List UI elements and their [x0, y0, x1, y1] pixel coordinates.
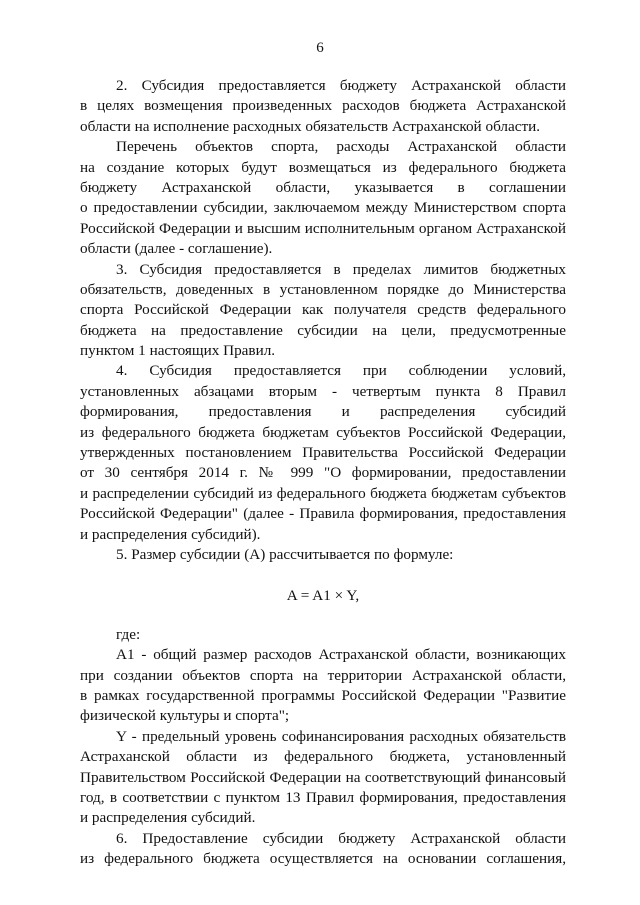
text-line: 6. Предоставление субсидии бюджету Астраханской области: [116, 829, 566, 847]
text-line: на создание которых будут возмещаться из федерального бюджета: [80, 158, 566, 176]
text-line: где:: [116, 625, 141, 643]
text-line: в рамках государственной программы Российской Федерации "Развитие: [80, 686, 566, 704]
text-line: Астраханской области из федерального бюджета, установленный: [80, 748, 566, 766]
text-line: и распределения субсидий).: [80, 525, 261, 543]
text-line: год, в соответствии с пунктом 13 Правил формирования, предоставления: [80, 788, 566, 806]
text-line: при создании объектов спорта на территории Астраханской области,: [80, 666, 566, 684]
text-line: пунктом 1 настоящих Правил.: [80, 342, 276, 360]
text-line: бюджету Астраханской области, указывается в соглашении: [80, 178, 566, 196]
text-line: 3. Субсидия предоставляется в пределах лимитов бюджетных: [116, 260, 566, 278]
text-line: Перечень объектов спорта, расходы Астраханской области: [116, 138, 566, 156]
text-line: 2. Субсидия предоставляется бюджету Астраханской области: [116, 77, 566, 94]
text-line: 4. Субсидия предоставляется при соблюдении условий,: [116, 362, 566, 380]
text-line: спорта Российской Федерации как получателя средств федерального: [80, 301, 566, 319]
page-number: 6: [316, 40, 324, 56]
text-line: Российской Федерации и высшим исполнительным органом Астраханской: [80, 219, 566, 237]
text-line: утвержденных постановлением Правительства Российской Федерации: [80, 444, 566, 462]
text-line: о предоставлении субсидии, заключаемом между Министерством спорта: [80, 199, 566, 217]
text-line: установленных абзацами вторым - четвертым пункта 8 Правил: [80, 382, 566, 400]
text-line: A1 - общий размер расходов Астраханской области, возникающих: [116, 646, 566, 664]
text-line: физической культуры и спорта";: [80, 707, 290, 725]
text-line: 5. Размер субсидии (А) рассчитывается по формуле:: [116, 545, 454, 563]
text-line: области (далее - соглашение).: [80, 240, 273, 258]
text-line: Правительством Российской Федерации на соответствующий финансовый: [80, 768, 566, 786]
document-body: [80, 76, 566, 869]
text-line: и распределения субсидий.: [80, 809, 256, 827]
text-line: обязательств, доведенных в установленном порядке до Министерства: [80, 280, 566, 298]
text-line: в целях возмещения произведенных расходов бюджета Астраханской: [80, 97, 566, 115]
text-line: бюджета на предоставление субсидии на цели, предусмотренные: [80, 321, 566, 339]
text-line: из федерального бюджета бюджетам субъектов Российской Федерации,: [80, 423, 566, 441]
text-line: области на исполнение расходных обязательств Астраханской области.: [80, 117, 541, 135]
text-line: и распределении субсидий из федерального бюджета бюджетам субъектов: [80, 484, 566, 502]
text-line: Российской Федерации" (далее - Правила формирования, предоставления: [80, 505, 566, 523]
text-line: из федерального бюджета осуществляется на основании соглашения,: [80, 850, 566, 868]
text-line: формирования, предоставления и распределения субсидий: [80, 403, 566, 421]
text-line: A = A1 × Y,: [286, 587, 360, 605]
text-line: Y - предельный уровень софинансирования расходных обязательств: [116, 727, 566, 745]
text-line: от 30 сентября 2014 г. № 999 "О формировании, предоставлении: [80, 464, 566, 482]
